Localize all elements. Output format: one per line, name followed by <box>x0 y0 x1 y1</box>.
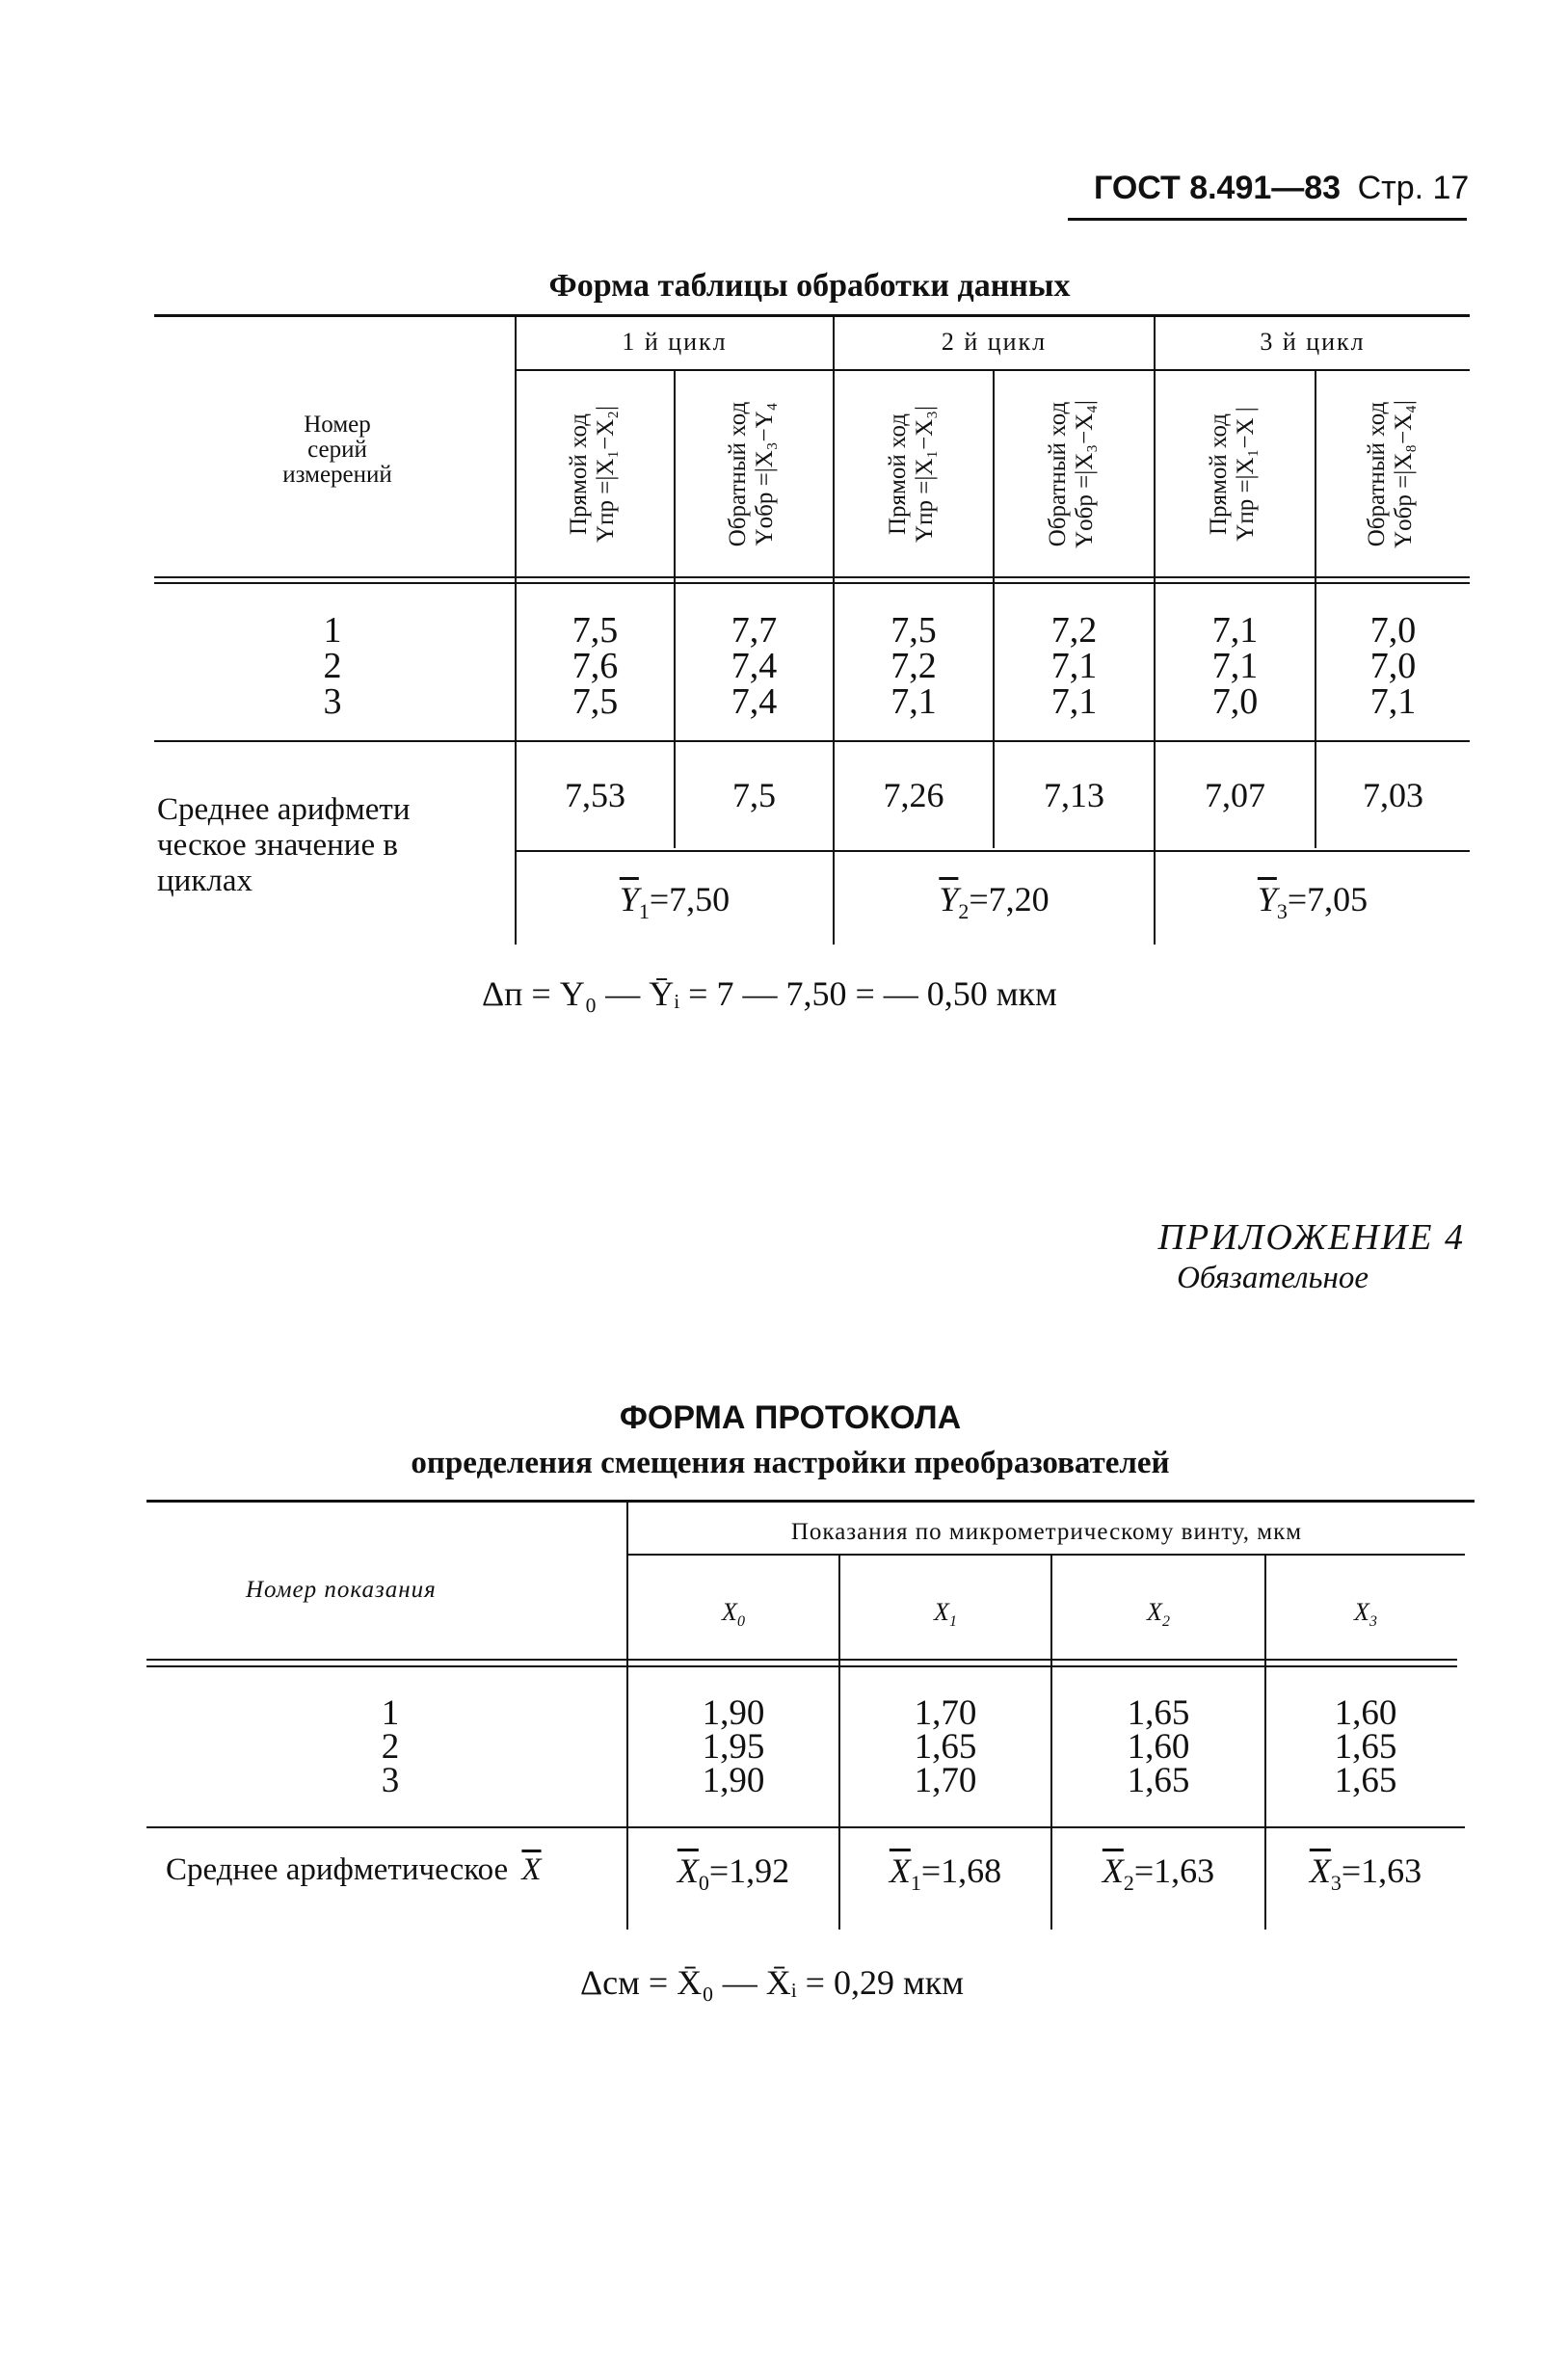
column-mean: 7,03 <box>1363 776 1423 814</box>
reading-numbers: 1 2 3 <box>381 1693 400 1800</box>
cycle-header: 3 й цикл <box>1260 328 1366 356</box>
column-mean: $\overline{X}_3=1,63$ <box>1309 1851 1422 1896</box>
series-numbers: 1 2 3 <box>323 610 342 722</box>
column-mean: $\overline{X}_1=1,68$ <box>889 1851 1002 1896</box>
cycle-header: 2 й цикл <box>941 328 1048 356</box>
mean-label: Среднее арифмети ческое значение в циклах <box>157 792 411 898</box>
data-column: 1,65 1,60 1,65 <box>1127 1693 1190 1800</box>
column-header: $X_0$ <box>722 1598 745 1631</box>
column-header: Прямой ход Yпр =|X₁−X₂| <box>566 406 619 543</box>
column-header: $X_1$ <box>934 1598 957 1631</box>
table2-title: ФОРМА ПРОТОКОЛА <box>619 1399 962 1436</box>
deviation-formula: Δп = Y₀ — Ȳᵢ = 7 — 7,50 = — 0,50 мкм <box>482 974 1057 1013</box>
appendix-title: ПРИЛОЖЕНИЕ 4 <box>1157 1217 1465 1258</box>
series-number-header: Номер серий измерений <box>282 412 392 488</box>
column-mean: 7,07 <box>1205 776 1265 814</box>
page-number: Стр. 17 <box>1357 170 1470 206</box>
data-column: 1,70 1,65 1,70 <box>914 1693 977 1800</box>
data-column: 7,7 7,4 7,4 <box>731 610 778 722</box>
column-header: Прямой ход Yпр =|X₁−X | <box>1206 407 1259 542</box>
column-mean: 7,5 <box>732 776 776 814</box>
data-column: 7,1 7,1 7,0 <box>1211 610 1259 722</box>
column-mean: 7,26 <box>883 776 944 814</box>
column-mean: $\overline{X}_2=1,63$ <box>1102 1851 1215 1896</box>
mean-label: Среднее арифметическое $\overline{X}$ <box>166 1852 542 1887</box>
data-column: 1,90 1,95 1,90 <box>702 1693 765 1800</box>
column-header: Обратный ход Yобр =|X₃−X₄| <box>1045 400 1098 548</box>
data-column: 7,2 7,1 7,1 <box>1050 610 1098 722</box>
column-header: $X_2$ <box>1147 1598 1170 1631</box>
data-column: 7,5 7,2 7,1 <box>890 610 937 722</box>
readings-group-header: Показания по микрометрическому винту, мкм <box>790 1519 1303 1545</box>
table1-title: Форма таблицы обработки данных <box>548 268 1071 304</box>
column-header: Обратный ход Yобр =|X₃−Y₄ <box>725 401 778 547</box>
data-column: 1,60 1,65 1,65 <box>1334 1693 1397 1800</box>
header-rule <box>1068 218 1467 221</box>
cycle-mean: $\overline{Y}_3=7,05$ <box>1257 880 1369 924</box>
cycle-header: 1 й цикл <box>622 328 728 356</box>
column-mean: 7,53 <box>565 776 625 814</box>
offset-formula: Δсм = X̄₀ — X̄ᵢ = 0,29 мкм <box>580 1963 965 2002</box>
cycle-mean: $\overline{Y}_1=7,50$ <box>619 880 731 924</box>
cycle-mean: $\overline{Y}_2=7,20$ <box>939 880 1050 924</box>
column-mean: $\overline{X}_0=1,92$ <box>677 1851 790 1896</box>
data-column: 7,5 7,6 7,5 <box>571 610 619 722</box>
reading-number-header: Номер показания <box>246 1577 437 1603</box>
column-header: Обратный ход Yобр =|X₈−X₄| <box>1364 400 1417 548</box>
table2-subtitle: определения смещения настройки преобразователей <box>411 1446 1170 1480</box>
column-mean: 7,13 <box>1044 776 1104 814</box>
page-header <box>1094 170 1469 207</box>
appendix-status: Обязательное <box>1177 1261 1369 1295</box>
column-header: $X_3$ <box>1354 1598 1377 1631</box>
data-column: 7,0 7,0 7,1 <box>1369 610 1417 722</box>
column-header: Прямой ход Yпр =|X₁−X₃| <box>885 406 938 543</box>
standard-number: ГОСТ 8.491—83 <box>1094 170 1342 206</box>
